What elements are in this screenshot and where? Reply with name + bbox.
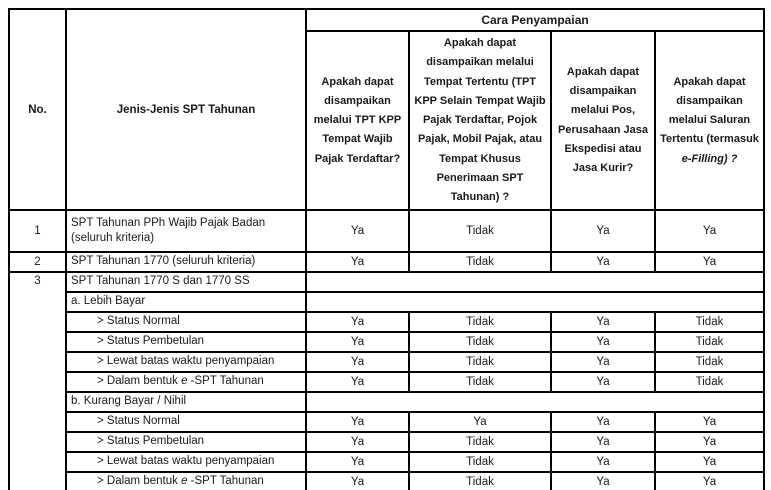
- merged-empty-cell: [306, 392, 764, 412]
- answer-cell-col4: Tidak: [655, 372, 764, 392]
- table-row-8: [9, 372, 764, 392]
- row-label-cell: SPT Tahunan 1770 (seluruh kriteria): [66, 252, 306, 272]
- answer-cell-col1: Ya: [306, 412, 409, 432]
- group-header-row: [9, 9, 764, 31]
- answer-cell-col2: Tidak: [409, 352, 551, 372]
- table-body: [9, 210, 764, 490]
- answer-cell-col2: Tidak: [409, 252, 551, 272]
- answer-cell-col1: Ya: [306, 352, 409, 372]
- answer-cell-col1: Ya: [306, 252, 409, 272]
- answer-cell-col3: Ya: [551, 312, 655, 332]
- row-label-cell: SPT Tahunan 1770 S dan 1770 SS: [66, 272, 306, 292]
- table-row-2: [9, 252, 764, 272]
- question-header-2: Apakah dapat disampaikan melalui Tempat Tertentu (TPT KPP Selain Tempat Wajib Pajak Terdaftar, Pojok Pajak, Mobil Pajak, atau Tempat Khusus Penerimaan SPT Tahunan) ?: [409, 31, 551, 210]
- question-header-3: Apakah dapat disampaikan melalui Pos, Perusahaan Jasa Ekspedisi atau Jasa Kurir?: [551, 31, 655, 210]
- answer-cell-col3: Ya: [551, 472, 655, 490]
- answer-cell-col1: Ya: [306, 372, 409, 392]
- row-label-cell: > Status Normal: [66, 412, 306, 432]
- table-row-1: [9, 210, 764, 252]
- row-label-cell: > Lewat batas waktu penyampaian: [66, 452, 306, 472]
- answer-cell-col4: Ya: [655, 252, 764, 272]
- answer-cell-col1: Ya: [306, 332, 409, 352]
- row-label-cell: a. Lebih Bayar: [66, 292, 306, 312]
- answer-cell-col2: Tidak: [409, 312, 551, 332]
- spt-submission-table: [8, 8, 765, 490]
- table-row-9: [9, 392, 764, 412]
- answer-cell-col2: Tidak: [409, 332, 551, 352]
- answer-cell-col3: Ya: [551, 452, 655, 472]
- row-label-cell: > Dalam bentuk e -SPT Tahunan: [66, 472, 306, 490]
- row-label-cell: b. Kurang Bayar / Nihil: [66, 392, 306, 412]
- answer-cell-col1: Ya: [306, 432, 409, 452]
- merged-empty-cell: [306, 292, 764, 312]
- table-row-7: [9, 352, 764, 372]
- question-header-4: Apakah dapat disampaikan melalui Saluran Tertentu (termasuk e-Filling) ?: [655, 31, 764, 210]
- table-row-3: [9, 272, 764, 292]
- table-row-10: [9, 412, 764, 432]
- answer-cell-col3: Ya: [551, 252, 655, 272]
- row-label-cell: > Dalam bentuk e -SPT Tahunan: [66, 372, 306, 392]
- answer-cell-col4: Ya: [655, 210, 764, 252]
- row-label-cell: > Status Pembetulan: [66, 432, 306, 452]
- answer-cell-col3: Ya: [551, 352, 655, 372]
- question-header-1: Apakah dapat disampaikan melalui TPT KPP Tempat Wajib Pajak Terdaftar?: [306, 31, 409, 210]
- header-no: No.: [9, 9, 66, 210]
- merged-empty-cell: [306, 272, 764, 292]
- answer-cell-col3: Ya: [551, 372, 655, 392]
- table-header: [9, 9, 764, 210]
- answer-cell-col3: Ya: [551, 412, 655, 432]
- row-number-cell: 2: [9, 252, 66, 272]
- table-row-13: [9, 472, 764, 490]
- row-number-cell: 3: [9, 272, 66, 490]
- answer-cell-col4: Ya: [655, 472, 764, 490]
- answer-cell-col2: Tidak: [409, 472, 551, 490]
- table-row-11: [9, 432, 764, 452]
- table-row-6: [9, 332, 764, 352]
- answer-cell-col3: Ya: [551, 432, 655, 452]
- answer-cell-col1: Ya: [306, 210, 409, 252]
- row-label-cell: > Lewat batas waktu penyampaian: [66, 352, 306, 372]
- answer-cell-col2: Tidak: [409, 210, 551, 252]
- answer-cell-col2: Tidak: [409, 432, 551, 452]
- table-row-5: [9, 312, 764, 332]
- answer-cell-col4: Tidak: [655, 312, 764, 332]
- header-cara-penyampaian: Cara Penyampaian: [306, 9, 764, 31]
- answer-cell-col2: Ya: [409, 412, 551, 432]
- answer-cell-col3: Ya: [551, 332, 655, 352]
- answer-cell-col1: Ya: [306, 312, 409, 332]
- table-row-12: [9, 452, 764, 472]
- row-label-cell: > Status Pembetulan: [66, 332, 306, 352]
- answer-cell-col3: Ya: [551, 210, 655, 252]
- row-number-cell: 1: [9, 210, 66, 252]
- answer-cell-col4: Tidak: [655, 352, 764, 372]
- answer-cell-col4: Tidak: [655, 332, 764, 352]
- answer-cell-col1: Ya: [306, 452, 409, 472]
- row-label-cell: SPT Tahunan PPh Wajib Pajak Badan (seluruh kriteria): [66, 210, 306, 252]
- table-row-4: [9, 292, 764, 312]
- header-jenis-spt: Jenis-Jenis SPT Tahunan: [66, 9, 306, 210]
- answer-cell-col4: Ya: [655, 452, 764, 472]
- answer-cell-col4: Ya: [655, 432, 764, 452]
- answer-cell-col2: Tidak: [409, 372, 551, 392]
- answer-cell-col1: Ya: [306, 472, 409, 490]
- answer-cell-col2: Tidak: [409, 452, 551, 472]
- answer-cell-col4: Ya: [655, 412, 764, 432]
- row-label-cell: > Status Normal: [66, 312, 306, 332]
